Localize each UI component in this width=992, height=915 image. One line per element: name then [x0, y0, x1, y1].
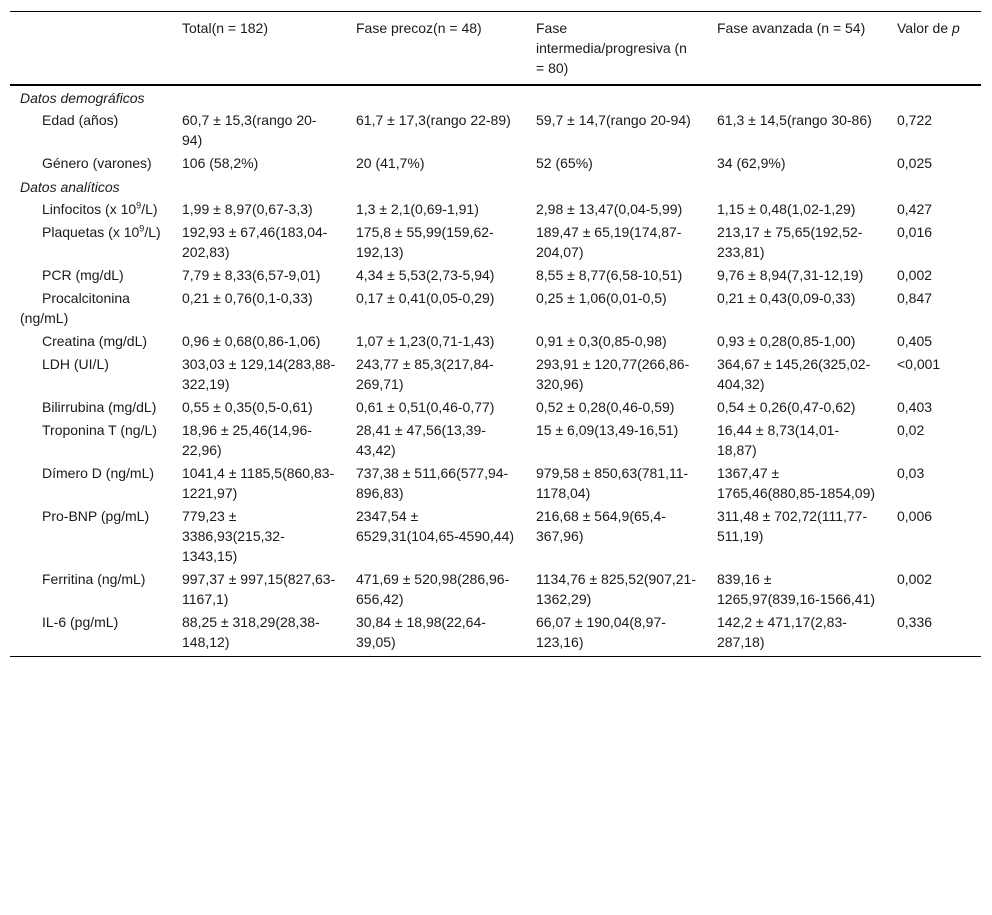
- section-row: [10, 175, 981, 198]
- cell-p: <0,001: [897, 356, 941, 372]
- header-row: [10, 12, 981, 85]
- cell-intermedia: 8,55 ± 8,77(6,58-10,51): [536, 267, 683, 283]
- cell-intermedia: 0,25 ± 1,06(0,01-0,5): [536, 290, 667, 306]
- row-label-text: PCR (mg/dL): [42, 267, 124, 283]
- row-label-text: LDH (UI/L): [42, 356, 109, 372]
- cell-precoz: 1,3 ± 2,1(0,69-1,91): [356, 201, 479, 217]
- cell-precoz: 471,69 ± 520,98(286,96-656,42): [356, 571, 510, 607]
- cell-avanzada: 839,16 ± 1265,97(839,16-1566,41): [717, 571, 876, 607]
- table-body: [10, 85, 981, 657]
- cell-total: 997,37 ± 997,15(827,63-1167,1): [182, 571, 336, 607]
- cell-intermedia: 2,98 ± 13,47(0,04-5,99): [536, 201, 683, 217]
- cell-p: 0,03: [897, 465, 925, 481]
- cell-avanzada: 0,54 ± 0,26(0,47-0,62): [717, 399, 856, 415]
- header-intermedia: Fase intermedia/progresiva (n = 80): [526, 12, 707, 85]
- row-label-text: Creatina (mg/dL): [42, 333, 148, 349]
- cell-precoz: 0,17 ± 0,41(0,05-0,29): [356, 290, 495, 306]
- cell-total: 7,79 ± 8,33(6,57-9,01): [182, 267, 321, 283]
- cell-p: 0,002: [897, 571, 933, 587]
- cell-precoz: 175,8 ± 55,99(159,62-192,13): [356, 224, 494, 260]
- cell-precoz: 28,41 ± 47,56(13,39-43,42): [356, 422, 486, 458]
- cell-precoz: 243,77 ± 85,3(217,84-269,71): [356, 356, 494, 392]
- table-row: [10, 152, 981, 175]
- cell-p: 0,405: [897, 333, 933, 349]
- row-label-text: IL-6 (pg/mL): [42, 614, 119, 630]
- table-row: [10, 611, 981, 657]
- cell-precoz: 0,61 ± 0,51(0,46-0,77): [356, 399, 495, 415]
- cell-precoz: 1,07 ± 1,23(0,71-1,43): [356, 333, 495, 349]
- row-label: [10, 330, 172, 353]
- cell-intermedia: 1134,76 ± 825,52(907,21-1362,29): [536, 571, 696, 607]
- cell-total: 106 (58,2%): [182, 155, 259, 171]
- cell-intermedia: 979,58 ± 850,63(781,11-1178,04): [536, 465, 689, 501]
- cell-precoz: 2347,54 ± 6529,31(104,65-4590,44): [356, 508, 515, 544]
- row-label-text: Pro-BNP (pg/mL): [42, 508, 150, 524]
- cell-avanzada: 213,17 ± 75,65(192,52-233,81): [717, 224, 863, 260]
- cell-total: 1041,4 ± 1185,5(860,83-1221,97): [182, 465, 335, 501]
- table-row: [10, 353, 981, 396]
- row-label-text: Troponina T (ng/L): [42, 422, 157, 438]
- cell-precoz: 61,7 ± 17,3(rango 22-89): [356, 112, 511, 128]
- cell-avanzada: 142,2 ± 471,17(2,83-287,18): [707, 611, 887, 657]
- cell-avanzada: 364,67 ± 145,26(325,02-404,32): [717, 356, 871, 392]
- row-label: [10, 152, 172, 175]
- row-label-text: Plaquetas (x 10: [42, 224, 140, 240]
- cell-p: 0,722: [897, 112, 933, 128]
- cell-precoz: 737,38 ± 511,66(577,94-896,83): [356, 465, 509, 501]
- cell-p: 0,427: [897, 201, 933, 217]
- row-label: [10, 353, 172, 396]
- cell-p: 0,016: [897, 224, 933, 240]
- cell-p: 0,403: [897, 399, 933, 415]
- row-label-text: Bilirrubina (mg/dL): [42, 399, 157, 415]
- row-label-superscript: 9: [139, 223, 145, 234]
- cell-avanzada: 311,48 ± 702,72(111,77-511,19): [717, 508, 868, 544]
- cell-total: 18,96 ± 25,46(14,96-22,96): [182, 422, 312, 458]
- header-p-prefix: Valor de: [897, 20, 952, 36]
- cell-total: 0,21 ± 0,76(0,1-0,33): [182, 290, 313, 306]
- table-row: [10, 198, 981, 221]
- table-row: [10, 462, 981, 505]
- cell-total: 0,96 ± 0,68(0,86-1,06): [182, 333, 321, 349]
- cell-avanzada: 61,3 ± 14,5(rango 30-86): [717, 112, 872, 128]
- header-avanzada: Fase avanzada (n = 54): [707, 12, 887, 85]
- table-row: [10, 396, 981, 419]
- row-label-text: Edad (años): [42, 112, 119, 128]
- cell-avanzada: 1367,47 ± 1765,46(880,85-1854,09): [717, 465, 876, 501]
- row-label: [10, 611, 172, 657]
- section-title: Datos analíticos: [20, 179, 120, 195]
- header-p-value: [887, 12, 981, 85]
- row-label: [10, 462, 172, 505]
- row-label-text: Linfocitos (x 10: [42, 201, 137, 217]
- table-row: [10, 109, 981, 152]
- header-total: Total(n = 182): [172, 12, 346, 85]
- row-label: [10, 396, 172, 419]
- cell-total: 60,7 ± 15,3(rango 20-94): [182, 112, 317, 148]
- row-label-text: Ferritina (ng/mL): [42, 571, 146, 587]
- row-label: [10, 221, 172, 264]
- cell-avanzada: 34 (62,9%): [717, 155, 786, 171]
- cell-total: 1,99 ± 8,97(0,67-3,3): [182, 201, 313, 217]
- header-label-cell: [10, 12, 172, 85]
- table-row: [10, 419, 981, 462]
- row-label-text: Dímero D (ng/mL): [42, 465, 155, 481]
- data-table: [10, 11, 981, 657]
- row-label-suffix: /L): [144, 224, 161, 240]
- cell-p: 0,336: [887, 611, 981, 657]
- table-row: [10, 264, 981, 287]
- table-row: [10, 330, 981, 353]
- row-label-text: Procalcitonina (ng/mL): [20, 290, 130, 326]
- cell-avanzada: 0,21 ± 0,43(0,09-0,33): [717, 290, 856, 306]
- cell-avanzada: 0,93 ± 0,28(0,85-1,00): [717, 333, 856, 349]
- row-label: [10, 198, 172, 221]
- cell-total: 192,93 ± 67,46(183,04-202,83): [182, 224, 328, 260]
- cell-total: 303,03 ± 129,14(283,88-322,19): [182, 356, 336, 392]
- row-label: [10, 109, 172, 152]
- row-label: [10, 287, 172, 330]
- table-container: [10, 11, 981, 657]
- cell-intermedia: 0,91 ± 0,3(0,85-0,98): [536, 333, 667, 349]
- cell-avanzada: 1,15 ± 0,48(1,02-1,29): [717, 201, 856, 217]
- section-row: [10, 85, 981, 109]
- row-label: [10, 419, 172, 462]
- cell-p: 0,02: [897, 422, 925, 438]
- row-label: [10, 568, 172, 611]
- cell-precoz: 20 (41,7%): [356, 155, 425, 171]
- cell-intermedia: 0,52 ± 0,28(0,46-0,59): [536, 399, 675, 415]
- row-label-suffix: /L): [141, 201, 158, 217]
- cell-intermedia: 52 (65%): [536, 155, 593, 171]
- table-header: [10, 12, 981, 86]
- cell-p: 0,006: [897, 508, 933, 524]
- cell-avanzada: 16,44 ± 8,73(14,01-18,87): [717, 422, 840, 458]
- section-title: Datos demográficos: [20, 90, 145, 106]
- cell-p: 0,025: [897, 155, 933, 171]
- table-row: [10, 287, 981, 330]
- cell-intermedia: 216,68 ± 564,9(65,4-367,96): [536, 508, 666, 544]
- cell-total: 88,25 ± 318,29(28,38-148,12): [172, 611, 346, 657]
- row-label: [10, 264, 172, 287]
- cell-precoz: 4,34 ± 5,53(2,73-5,94): [356, 267, 495, 283]
- cell-intermedia: 15 ± 6,09(13,49-16,51): [536, 422, 679, 438]
- cell-p: 0,847: [897, 290, 933, 306]
- cell-intermedia: 59,7 ± 14,7(rango 20-94): [536, 112, 691, 128]
- row-label-text: Género (varones): [42, 155, 152, 171]
- cell-total: 0,55 ± 0,35(0,5-0,61): [182, 399, 313, 415]
- cell-total: 779,23 ± 3386,93(215,32-1343,15): [182, 508, 285, 564]
- header-p-italic: p: [952, 20, 960, 36]
- cell-intermedia: 66,07 ± 190,04(8,97-123,16): [526, 611, 707, 657]
- cell-avanzada: 9,76 ± 8,94(7,31-12,19): [717, 267, 864, 283]
- cell-p: 0,002: [897, 267, 933, 283]
- row-label-superscript: 9: [136, 200, 142, 211]
- table-row: [10, 505, 981, 568]
- cell-intermedia: 293,91 ± 120,77(266,86-320,96): [536, 356, 690, 392]
- cell-precoz: 30,84 ± 18,98(22,64-39,05): [346, 611, 526, 657]
- row-label: [10, 505, 172, 568]
- header-precoz: Fase precoz(n = 48): [346, 12, 526, 85]
- cell-intermedia: 189,47 ± 65,19(174,87-204,07): [536, 224, 682, 260]
- table-row: [10, 221, 981, 264]
- table-row: [10, 568, 981, 611]
